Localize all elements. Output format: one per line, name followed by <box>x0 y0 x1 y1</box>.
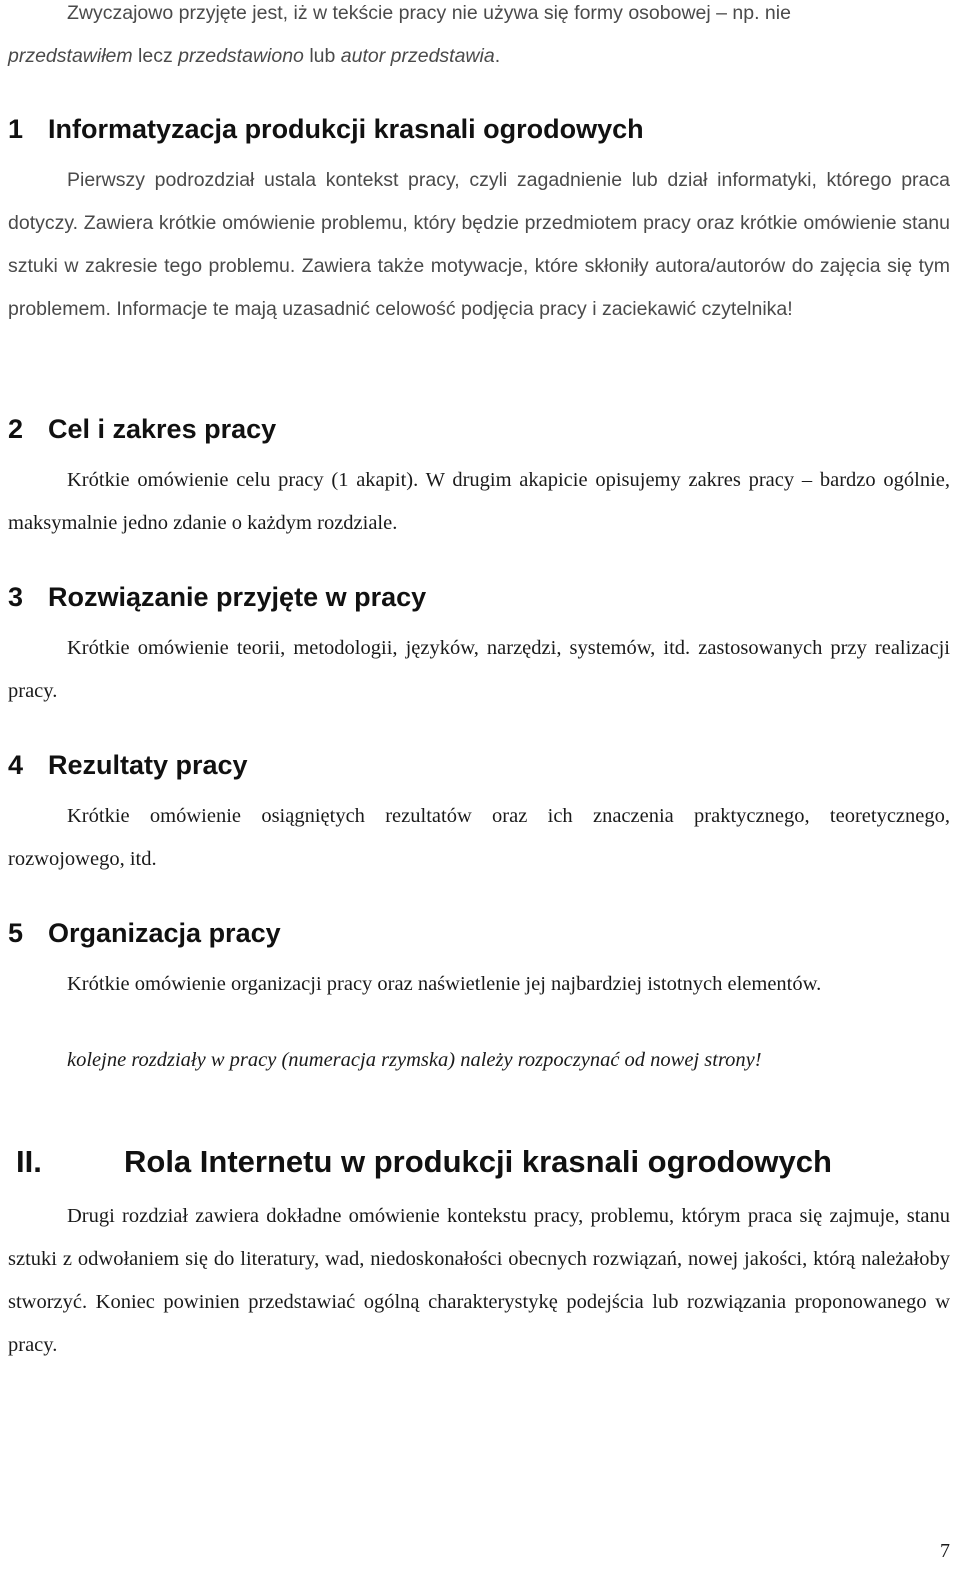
section-5-paragraph <box>8 963 950 1006</box>
section-1-text-sans: Pierwszy podrozdział ustala kontekst pracy, czyli zagadnienie lub dział informatyki, którego praca dotyczy. Zawiera krótkie omówienie problemu, który będzie przedmiotem pracy oraz krótkie omówienie stanu sztuki w zakresie tego problemu. Zawiera także motywacje, które skłoniły autora/autorów do zajęcia się tym problemem. <box>8 169 950 320</box>
section-5-text: Krótkie omówienie organizacji pracy oraz naświetlenie jej najbardziej istotnych elementów. <box>67 973 822 995</box>
intro-period: . <box>494 45 501 67</box>
chapter-number: II. <box>16 1144 42 1179</box>
page-number: 7 <box>940 1540 950 1562</box>
section-3-paragraph <box>8 627 950 713</box>
section-3-title: Rozwiązanie przyjęte w pracy <box>48 582 427 612</box>
section-3-text: Krótkie omówienie teorii, metodologii, języków, narzędzi, systemów, itd. zastosowanych przy realizacji pracy. <box>8 637 950 702</box>
section-5-number: 5 <box>8 918 24 948</box>
section-4-paragraph <box>8 795 950 881</box>
section-2-number: 2 <box>8 414 24 444</box>
intro-paragraph <box>8 0 950 78</box>
chapter-title: Rola Internetu w produkcji krasnali ogrodowych <box>124 1144 832 1179</box>
section-2-text: Krótkie omówienie celu pracy (1 akapit). W drugim akapicie opisujemy zakres pracy – bardzo ogólnie, maksymalnie jedno zdanie o każdym rozdziale. <box>8 469 950 534</box>
intro-connector-lub: lub <box>303 45 341 67</box>
chapter-paragraph <box>8 1195 950 1367</box>
section-5-title: Organizacja pracy <box>48 918 281 948</box>
section-1-text-end: Informacje te mają uzasadnić celowość podjęcia pracy i zaciekawić czytelnika! <box>110 298 793 320</box>
section-3-heading <box>8 580 426 614</box>
chapter-heading <box>8 1142 832 1182</box>
intro-phrase-autor: autor przedstawia <box>340 45 495 67</box>
section-4-heading <box>8 748 248 782</box>
intro-phrase-przedstawiono: przedstawiono <box>178 45 304 67</box>
section-4-text: Krótkie omówienie osiągniętych rezultatów oraz ich znaczenia praktycznego, teoretycznego, rozwojowego, itd. <box>8 805 950 870</box>
section-3-number: 3 <box>8 582 24 612</box>
section-1-title: Informatyzacja produkcji krasnali ogrodowych <box>48 114 644 144</box>
section-5-heading <box>8 916 281 950</box>
intro-phrase-przedstawilem: przedstawiłem <box>8 45 133 67</box>
chapter-text: Drugi rozdział zawiera dokładne omówienie kontekstu pracy, problemu, którym praca się zajmuje, stanu sztuki z odwołaniem się do literatury, wad, niedoskonałości obecnych rozwiązań, nowej jakości, którą należałoby stworzyć. Koniec powinien przedstawiać ogólną charakterystykę podejścia lub rozwiązania proponowanego w pracy. <box>8 1205 950 1356</box>
new-page-note-text: kolejne rozdziały w pracy (numeracja rzymska) należy rozpoczynać od nowej strony! <box>67 1049 762 1071</box>
intro-line-1: Zwyczajowo przyjęte jest, iż w tekście pracy nie używa się formy osobowej – np. nie <box>67 2 791 24</box>
new-page-note <box>67 1045 950 1075</box>
section-4-number: 4 <box>8 750 24 780</box>
section-4-title: Rezultaty pracy <box>48 750 248 780</box>
intro-connector-lecz: lecz <box>132 45 179 67</box>
section-1-heading <box>8 112 644 146</box>
section-2-heading <box>8 412 276 446</box>
section-2-title: Cel i zakres pracy <box>48 414 277 444</box>
section-2-paragraph <box>8 459 950 545</box>
section-1-number: 1 <box>8 114 24 144</box>
section-1-paragraph <box>8 159 950 331</box>
